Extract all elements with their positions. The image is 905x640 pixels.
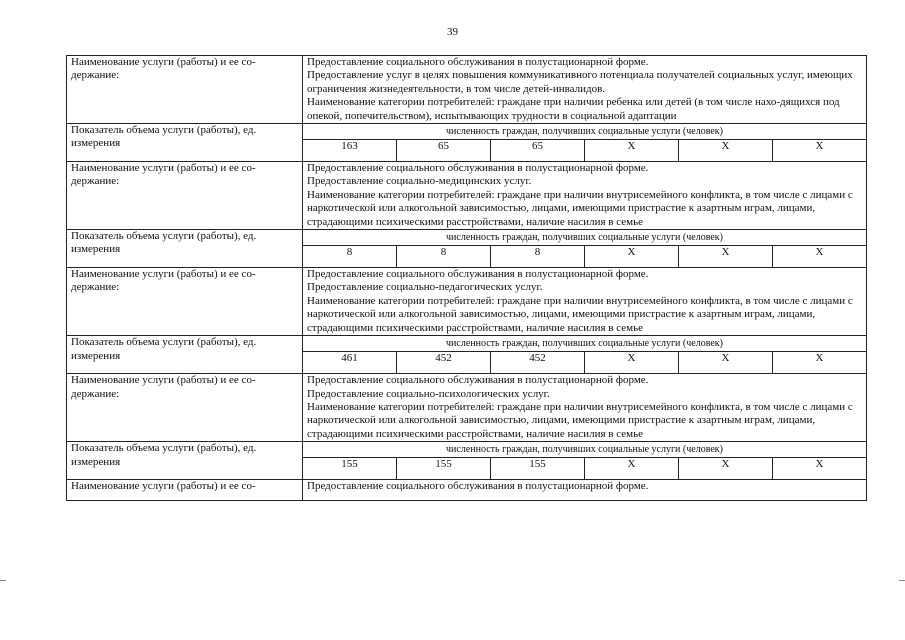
indicator-title: численность граждан, получивших социальные услуги (человек) xyxy=(303,442,867,458)
indicator-title: численность граждан, получивших социальные услуги (человек) xyxy=(303,336,867,352)
indicator-value: Х xyxy=(679,352,773,374)
indicator-label: Показатель объема услуги (работы), ед. измерения xyxy=(67,442,303,480)
service-content xyxy=(303,480,867,501)
page-number: 39 xyxy=(447,26,458,38)
service-content-line: Предоставление социального обслуживания в полустационарной форме. xyxy=(307,268,649,281)
indicator-value: Х xyxy=(585,246,679,268)
service-label: Наименование услуги (работы) и ее со-держание: xyxy=(67,268,303,336)
indicator-value: Х xyxy=(679,140,773,162)
indicator-header-row-2 xyxy=(67,230,867,246)
indicator-value: Х xyxy=(773,246,867,268)
service-content-line: Предоставление социального обслуживания в полустационарной форме. xyxy=(307,480,649,493)
indicator-label: Показатель объема услуги (работы), ед. измерения xyxy=(67,124,303,162)
service-content-line: Предоставление социально-психологических услуг. xyxy=(307,387,550,400)
indicator-value: 8 xyxy=(397,246,491,268)
service-content-line: Предоставление социального обслуживания в полустационарной форме. xyxy=(307,374,649,387)
indicator-value: 65 xyxy=(491,140,585,162)
indicator-value: Х xyxy=(679,246,773,268)
scan-edge-mark xyxy=(899,580,905,581)
indicator-value: Х xyxy=(585,458,679,480)
indicator-value: Х xyxy=(679,458,773,480)
indicator-label: Показатель объема услуги (работы), ед. измерения xyxy=(67,336,303,374)
service-content xyxy=(303,162,867,230)
indicator-header-row-3 xyxy=(67,336,867,352)
indicator-value: 8 xyxy=(303,246,397,268)
indicator-title: численность граждан, получивших социальные услуги (человек) xyxy=(303,230,867,246)
indicator-value: 452 xyxy=(397,352,491,374)
indicator-value: 163 xyxy=(303,140,397,162)
service-content xyxy=(303,268,867,336)
indicator-header-row-4 xyxy=(67,442,867,458)
scan-edge-mark xyxy=(0,580,6,581)
service-content-line: Предоставление услуг в целях повышения коммуникативного потенциала получателей социальных услуг, имеющих ограничения жизнедеятельности, в том числе детей-инвалидов. xyxy=(307,69,853,95)
indicator-value: 155 xyxy=(397,458,491,480)
indicator-value: 461 xyxy=(303,352,397,374)
service-content-line: Предоставление социального обслуживания в полустационарной форме. xyxy=(307,162,649,175)
indicator-value: Х xyxy=(773,458,867,480)
service-row-4 xyxy=(67,374,867,442)
service-content-line: Предоставление социального обслуживания в полустационарной форме. xyxy=(307,56,649,68)
indicator-value: Х xyxy=(773,140,867,162)
service-row-3 xyxy=(67,268,867,336)
indicator-value: 8 xyxy=(491,246,585,268)
indicator-value: 155 xyxy=(491,458,585,480)
indicator-label: Показатель объема услуги (работы), ед. измерения xyxy=(67,230,303,268)
service-label: Наименование услуги (работы) и ее со- xyxy=(67,480,303,501)
service-content-line: Предоставление социально-педагогических услуг. xyxy=(307,281,543,294)
indicator-value: 155 xyxy=(303,458,397,480)
service-label: Наименование услуги (работы) и ее со-держание: xyxy=(67,56,303,124)
indicator-value: Х xyxy=(585,352,679,374)
service-content-line: Наименование категории потребителей: граждане при наличии внутрисемейного конфликта, в том числе с лицами с наркотической или алкогольной зависимостью, лицами, имеющими пристрастие к азартным играм, лицами, страдающими психическими расстройствами, наличие насилия в семье xyxy=(307,294,853,334)
service-content-line: Наименование категории потребителей: граждане при наличии ребенка или детей (в том числе нахо-дящихся под опекой, попечительством), испытывающих трудности в социальной адаптации xyxy=(307,96,840,122)
service-row-5 xyxy=(67,480,867,501)
service-content-line: Наименование категории потребителей: граждане при наличии внутрисемейного конфликта, в том числе с лицами с наркотической или алкогольной зависимостью, лицами, имеющими пристрастие к азартным играм, лицами, страдающими психическими расстройствами, наличие насилия в семье xyxy=(307,188,853,228)
service-label: Наименование услуги (работы) и ее со-держание: xyxy=(67,162,303,230)
service-content xyxy=(303,56,867,124)
indicator-value: Х xyxy=(585,140,679,162)
service-content xyxy=(303,374,867,442)
indicator-value: 452 xyxy=(491,352,585,374)
service-content-line: Предоставление социально-медицинских услуг. xyxy=(307,175,532,188)
indicator-header-row-1 xyxy=(67,124,867,140)
service-content-line: Наименование категории потребителей: граждане при наличии внутрисемейного конфликта, в том числе с лицами с наркотической или алкогольной зависимостью, лицами, имеющими пристрастие к азартным играм, лицами, страдающими психическими расстройствами, наличие насилия в семье xyxy=(307,400,853,440)
service-label: Наименование услуги (работы) и ее со-держание: xyxy=(67,374,303,442)
indicator-title: численность граждан, получивших социальные услуги (человек) xyxy=(303,124,867,140)
service-row-2 xyxy=(67,162,867,230)
services-table xyxy=(66,55,867,501)
indicator-value: 65 xyxy=(397,140,491,162)
service-row-1 xyxy=(67,56,867,124)
indicator-value: Х xyxy=(773,352,867,374)
